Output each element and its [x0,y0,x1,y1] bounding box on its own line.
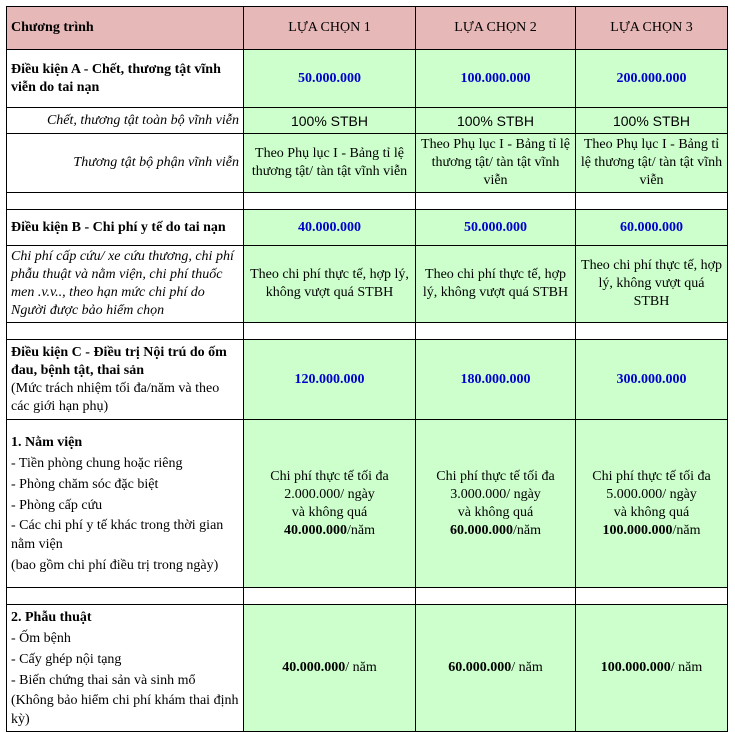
hospital-line3: và không quá [291,504,368,520]
hospital-max: 60.000.000 [450,522,513,538]
surgery-suffix: / năm [670,660,703,675]
hospital-cell [7,420,244,588]
condition-b-value-3: Theo chi phí thực tế, hợp lý, không vượt quá STBH [576,246,728,323]
surgery-amount: 40.000.000 [282,660,346,675]
hospital-per-day: 2.000.000/ ngày [284,486,375,502]
condition-c-cell [7,340,244,420]
death-value-3: 100% STBH [576,108,728,134]
hospital-value-1 [244,420,416,588]
condition-b-desc: Chi phí cấp cứu/ xe cứu thương, chi phí phẫu thuật và nằm viện, chi phí thuốc men .v.v.., theo hạn mức chi phí do Người được bảo hiểm chọn [7,246,244,323]
hospital-per-day: 3.000.000/ ngày [450,486,541,502]
per-year-suffix: /năm [672,522,701,538]
death-value-2: 100% STBH [416,108,576,134]
hospital-item: - Phòng chăm sóc đặc biệt [11,477,159,492]
condition-b-title: Điều kiện B - Chi phí y tế do tai nạn [7,210,244,246]
surgery-note: (Không bảo hiểm chi phí khám thai định kỳ) [11,693,239,727]
benefit-table [6,6,728,732]
surgery-row [7,605,728,732]
plan-3-header: LỰA CHỌN 3 [576,7,728,50]
surgery-item: - Ốm bệnh [11,631,71,646]
condition-b-detail-row [7,246,728,323]
condition-a-amount-3: 200.000.000 [576,50,728,108]
death-value-1: 100% STBH [244,108,416,134]
hospital-line1: Chi phí thực tế tối đa [436,468,555,484]
surgery-suffix: / năm [345,660,377,675]
condition-b-value-2: Theo chi phí thực tế, hợp lý, không vượt quá STBH [416,246,576,323]
surgery-suffix: / năm [511,660,543,675]
condition-c-note: (Mức trách nhiệm tối đa/năm và theo các giới hạn phụ) [11,380,220,414]
surgery-amount: 60.000.000 [448,660,512,675]
condition-a-death-row [7,108,728,134]
spacer-row [7,193,728,210]
program-header: Chương trình [7,7,244,50]
partial-value-3: Theo Phụ lục I - Bảng tỉ lệ thương tật/ tàn tật vĩnh viễn [576,134,728,193]
surgery-value-2 [416,605,576,732]
surgery-amount: 100.000.000 [600,660,671,675]
hospital-line3: và không quá [613,504,690,520]
hospital-line1: Chi phí thực tế tối đa [270,468,389,484]
condition-b-amount-3: 60.000.000 [576,210,728,246]
hospital-item: - Phòng cấp cứu [11,498,103,513]
surgery-value-3 [576,605,728,732]
hospital-row [7,420,728,588]
condition-a-amount-1: 50.000.000 [244,50,416,108]
hospital-max: 100.000.000 [602,522,673,538]
hospital-value-3 [576,420,728,588]
hospital-max: 40.000.000 [284,522,347,538]
condition-a-title: Điều kiện A - Chết, thương tật vĩnh viễn do tai nạn [7,50,244,108]
condition-b-amount-1: 40.000.000 [244,210,416,246]
condition-a-amount-2: 100.000.000 [416,50,576,108]
condition-a-partial-row [7,134,728,193]
hospital-title: 1. Nằm viện [11,435,83,450]
condition-b-value-1: Theo chi phí thực tế, hợp lý, không vượt quá STBH [244,246,416,323]
hospital-item: - Tiền phòng chung hoặc riêng [11,456,183,471]
surgery-item: - Cấy ghép nội tạng [11,652,122,667]
condition-c-title: Điều kiện C - Điều trị Nội trú do ốm đau, bệnh tật, thai sản [11,344,227,378]
partial-value-1: Theo Phụ lục I - Bảng tỉ lệ thương tật/ tàn tật vĩnh viễn [244,134,416,193]
condition-c-amount-3: 300.000.000 [576,340,728,420]
surgery-item: - Biến chứng thai sản và sinh mổ [11,673,196,688]
condition-b-row [7,210,728,246]
per-year-suffix: /năm [347,522,375,538]
condition-a-row [7,50,728,108]
hospital-note: (bao gồm chi phí điều trị trong ngày) [11,558,219,573]
death-label: Chết, thương tật toàn bộ vĩnh viễn [7,108,244,134]
partial-value-2: Theo Phụ lục I - Bảng tỉ lệ thương tật/ tàn tật vĩnh viễn [416,134,576,193]
hospital-line1: Chi phí thực tế tối đa [592,468,711,484]
header-row [7,7,728,50]
plan-2-header: LỰA CHỌN 2 [416,7,576,50]
condition-c-row [7,340,728,420]
hospital-line3: và không quá [457,504,534,520]
surgery-title: 2. Phẫu thuật [11,610,92,625]
hospital-per-day: 5.000.000/ ngày [606,486,697,502]
spacer-row [7,323,728,340]
spacer-row [7,588,728,605]
partial-label: Thương tật bộ phận vĩnh viễn [7,134,244,193]
condition-c-amount-1: 120.000.000 [244,340,416,420]
surgery-value-1 [244,605,416,732]
plan-1-header: LỰA CHỌN 1 [244,7,416,50]
hospital-value-2 [416,420,576,588]
per-year-suffix: /năm [513,522,541,538]
condition-c-amount-2: 180.000.000 [416,340,576,420]
surgery-cell [7,605,244,732]
hospital-item: - Các chi phí y tế khác trong thời gian nằm viện [11,518,224,552]
condition-b-amount-2: 50.000.000 [416,210,576,246]
